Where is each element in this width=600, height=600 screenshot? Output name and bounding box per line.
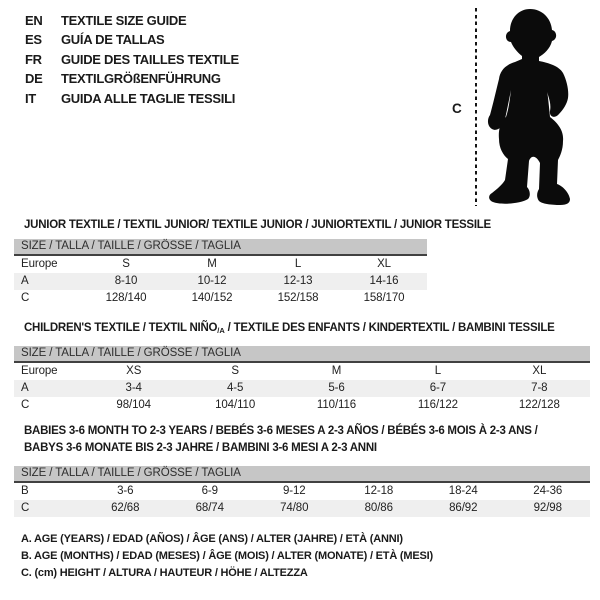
language-row [25, 11, 239, 30]
row-label: C [21, 502, 30, 514]
row-label: Europe [21, 258, 58, 270]
height-measure-label: C [452, 101, 462, 116]
height-measure-dashed-line [475, 8, 477, 206]
size-cell: M [331, 365, 342, 377]
table-row [14, 273, 427, 290]
age-cell: 7-8 [531, 382, 548, 394]
title-text: CHILDREN'S TEXTILE / TEXTIL NIÑO [24, 322, 218, 334]
childrens-textile-title [24, 320, 555, 340]
height-cell: 98/104 [116, 399, 151, 411]
table-row [14, 290, 427, 307]
language-row [25, 50, 239, 69]
language-row [25, 30, 239, 49]
language-code: ES [25, 32, 42, 48]
language-code: DE [25, 71, 43, 87]
childrens-textile-table [14, 346, 590, 414]
height-cell: 116/122 [417, 399, 458, 411]
height-cell: 110/116 [316, 399, 357, 411]
size-cell: S [231, 365, 239, 377]
title-text: / TEXTILE DES ENFANTS / KINDERTEXTIL / BAMBINI TESSILE [224, 322, 555, 334]
size-cell: M [207, 258, 217, 270]
language-label: TEXTILE SIZE GUIDE [61, 13, 187, 28]
title-subscript: /A [217, 326, 225, 335]
table-row [14, 500, 590, 517]
footnotes [21, 531, 433, 583]
age-cell: 18-24 [448, 485, 478, 497]
size-header-bar: SIZE / TALLA / TAILLE / GRÖSSE / TAGLIA [14, 346, 590, 363]
age-cell: 14-16 [369, 275, 399, 287]
footnote-c: C. (cm) HEIGHT / ALTURA / HAUTEUR / HÖHE / ALTEZZA [21, 567, 308, 580]
language-row [25, 89, 239, 108]
table-row [14, 256, 427, 273]
language-label: TEXTILGRÖßENFÜHRUNG [61, 71, 221, 87]
language-code: FR [25, 51, 42, 67]
age-cell: 24-36 [533, 485, 563, 497]
height-cell: 158/170 [363, 292, 405, 304]
size-cell: XL [377, 258, 391, 270]
height-cell: 86/92 [449, 502, 478, 514]
row-label: Europe [21, 365, 58, 377]
height-cell: 68/74 [195, 502, 224, 514]
size-cell: L [294, 258, 302, 270]
row-label: B [21, 485, 29, 497]
babies-textile-title [24, 423, 538, 456]
row-label: A [21, 275, 29, 287]
language-row [25, 69, 239, 88]
footnote-a: A. AGE (YEARS) / EDAD (AÑOS) / ÂGE (ANS) / ALTER (JAHRE) / ETÀ (ANNI) [21, 533, 403, 545]
size-cell: L [434, 365, 442, 377]
age-cell: 5-6 [328, 382, 345, 394]
age-cell: 8-10 [114, 275, 138, 287]
height-cell: 128/140 [105, 292, 147, 304]
language-title-list [25, 11, 239, 108]
age-cell: 9-12 [282, 485, 306, 497]
row-label: A [21, 382, 29, 394]
size-header-bar: SIZE / TALLA / TAILLE / GRÖSSE / TAGLIA [14, 466, 590, 483]
age-cell: 3-4 [125, 382, 142, 394]
age-cell: 12-13 [283, 275, 313, 287]
height-cell: 152/158 [277, 292, 319, 304]
age-cell: 12-18 [364, 485, 394, 497]
footnote-b: B. AGE (MONTHS) / EDAD (MESES) / ÂGE (MOIS) / ALTER (MONATE) / ETÀ (MESI) [21, 550, 433, 563]
height-cell: 104/110 [215, 399, 256, 411]
baby-silhouette-icon [486, 7, 570, 207]
age-cell: 4-5 [226, 382, 244, 394]
size-cell: XS [126, 365, 142, 377]
language-label: GUÍA DE TALLAS [61, 32, 165, 48]
title-line-2: BABYS 3-6 MONATE BIS 2-3 JAHRE / BAMBINI 3-6 MESI A 2-3 ANNI [24, 441, 377, 454]
babies-textile-table [14, 466, 590, 517]
height-cell: 140/152 [191, 292, 233, 304]
row-label: C [21, 292, 30, 304]
height-cell: 122/128 [518, 399, 560, 411]
height-cell: 62/68 [111, 502, 140, 514]
table-row [14, 483, 590, 500]
language-code: EN [25, 13, 43, 28]
language-label: GUIDE DES TAILLES TEXTILE [61, 51, 239, 67]
language-label: GUIDA ALLE TAGLIE TESSILI [61, 90, 236, 106]
height-cell: 74/80 [280, 502, 309, 514]
age-cell: 6-7 [429, 382, 447, 394]
size-header-bar: SIZE / TALLA / TAILLE / GRÖSSE / TAGLIA [14, 239, 427, 256]
table-row [14, 363, 590, 380]
size-cell: XL [532, 365, 547, 377]
height-cell: 80/86 [364, 502, 393, 514]
language-code: IT [25, 90, 36, 106]
size-cell: S [122, 258, 130, 270]
junior-textile-table [14, 239, 427, 307]
title-line-1: BABIES 3-6 MONTH TO 2-3 YEARS / BEBÉS 3-6 MESES A 2-3 AÑOS / BÉBÉS 3-6 MOIS À 2-3 ANS / [24, 425, 538, 437]
age-cell: 3-6 [117, 485, 134, 497]
height-cell: 92/98 [533, 502, 562, 514]
row-label: C [21, 399, 30, 411]
table-row [14, 397, 590, 414]
age-cell: 10-12 [197, 275, 227, 287]
table-row [14, 380, 590, 397]
junior-textile-title: JUNIOR TEXTILE / TEXTIL JUNIOR/ TEXTILE JUNIOR / JUNIORTEXTIL / JUNIOR TESSILE [24, 219, 491, 231]
age-cell: 6-9 [201, 485, 218, 497]
